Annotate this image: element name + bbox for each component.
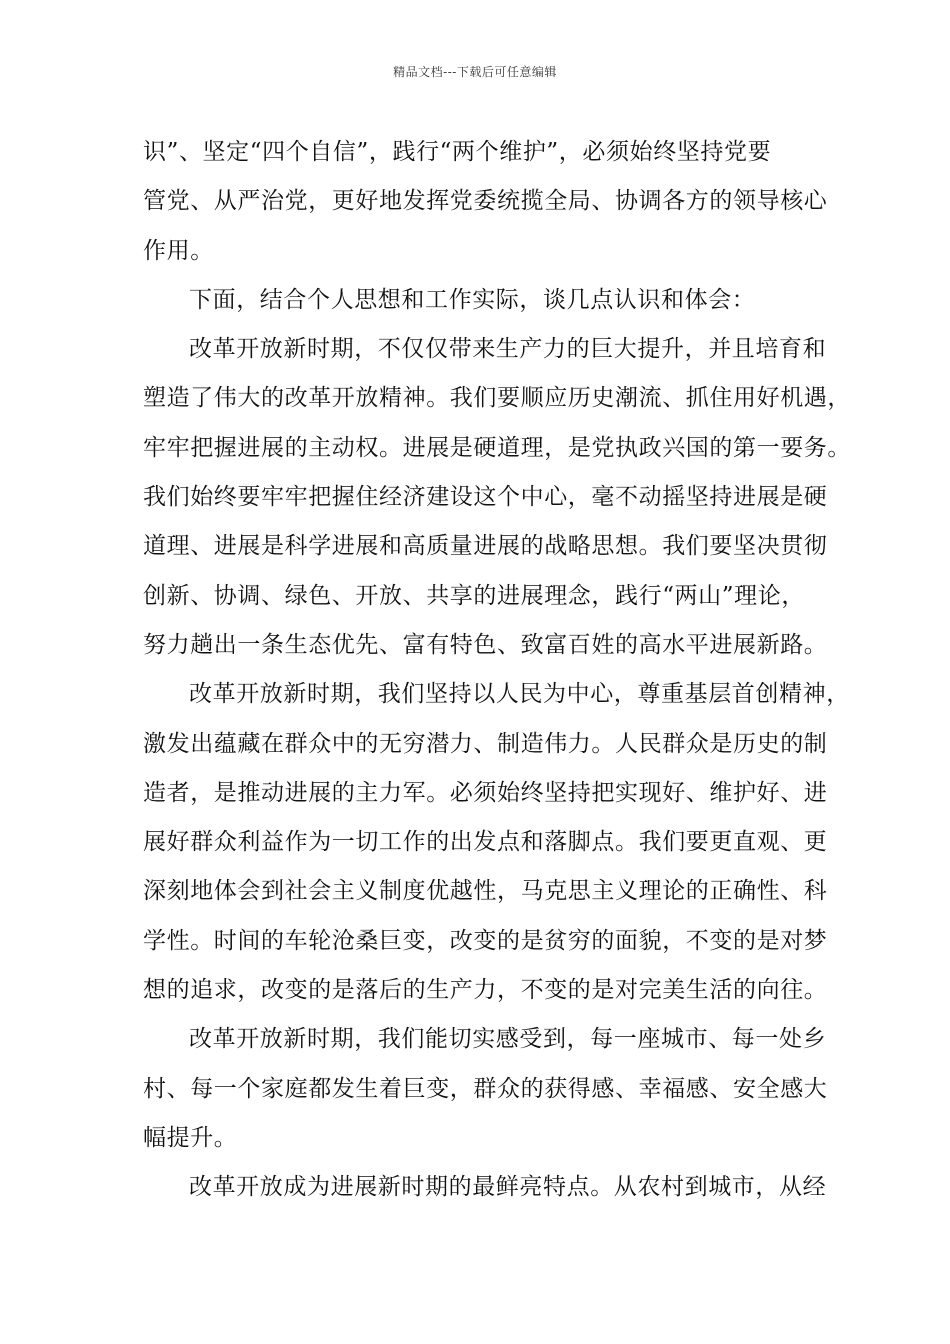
text-line: 激发出蕴藏在群众中的无穷潜力、制造伟力。人民群众是历史的制 <box>143 730 828 757</box>
text-line: 努力趟出一条生态优先、富有特色、致富百姓的高水平进展新路。 <box>143 631 828 658</box>
text-line: 塑造了伟大的改革开放精神。我们要顺应历史潮流、抓住用好机遇， <box>143 385 851 412</box>
page-header: 精品文档---下载后可任意编辑 <box>393 65 557 79</box>
text-line: 改革开放新时期，我们坚持以人民为中心，尊重基层首创精神， <box>189 681 850 708</box>
text-line: 造者，是推动进展的主力军。必须始终坚持把实现好、维护好、进 <box>143 779 828 806</box>
text-line: 识”、坚定“四个自信”，践行“两个维护”，必须始终坚持党要 <box>143 139 772 165</box>
text-line: 牢牢把握进展的主动权。进展是硬道理，是党执政兴国的第一要务。 <box>143 434 851 461</box>
text-line: 道理、进展是科学进展和高质量进展的战略思想。我们要坚决贯彻 <box>143 533 828 560</box>
text-line: 我们始终要牢牢把握住经济建设这个中心，毫不动摇坚持进展是硬 <box>143 484 828 511</box>
text-line: 村、每一个家庭都发生着巨变，群众的获得感、幸福感、安全感大 <box>143 1075 828 1102</box>
text-line: 作用。 <box>143 237 214 264</box>
text-line: 改革开放成为进展新时期的最鲜亮特点。从农村到城市，从经 <box>189 1174 827 1201</box>
text-line: 展好群众利益作为一切工作的出发点和落脚点。我们要更直观、更 <box>143 829 828 856</box>
text-line: 下面，结合个人思想和工作实际，谈几点认识和体会： <box>189 286 756 313</box>
text-line: 创新、协调、绿色、开放、共享的进展理念，践行“两山”理论， <box>143 582 805 609</box>
text-line: 幅提升。 <box>143 1124 238 1151</box>
document-body <box>143 128 851 1213</box>
text-line: 学性。时间的车轮沧桑巨变，改变的是贫穷的面貌，不变的是对梦 <box>143 927 828 954</box>
text-line: 想的追求，改变的是落后的生产力，不变的是对完美生活的向往。 <box>143 977 828 1004</box>
text-line: 深刻地体会到社会主义制度优越性，马克思主义理论的正确性、科 <box>143 878 828 905</box>
text-line: 改革开放新时期，我们能切实感受到，每一座城市、每一处乡 <box>189 1026 827 1053</box>
text-line: 管党、从严治党，更好地发挥党委统揽全局、协调各方的领导核心 <box>143 188 828 215</box>
text-line: 改革开放新时期，不仅仅带来生产力的巨大提升，并且培育和 <box>189 336 827 363</box>
